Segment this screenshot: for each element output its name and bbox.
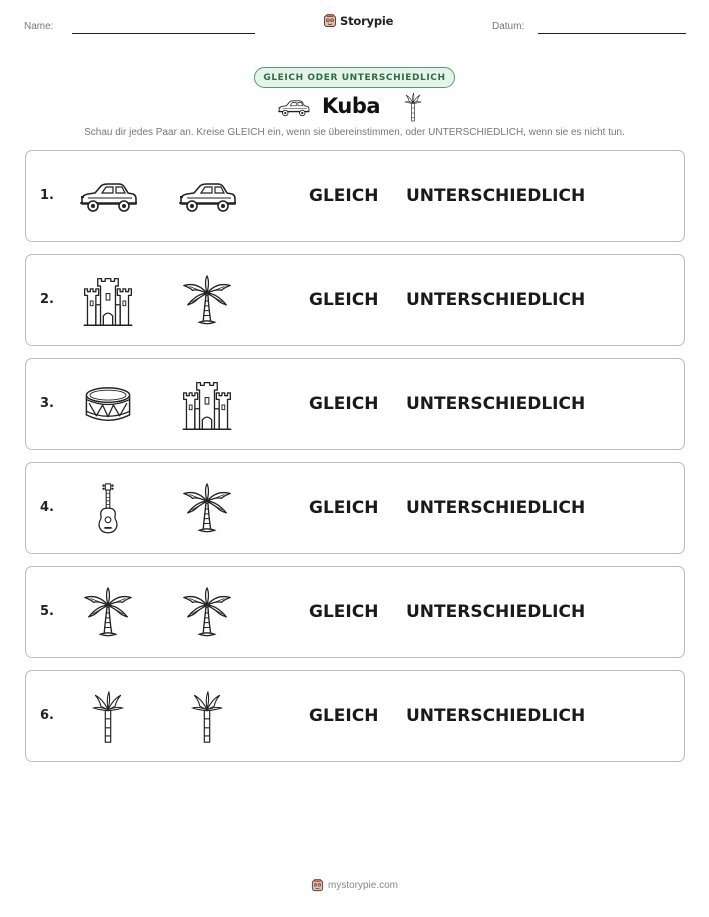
brand-name: Storypie <box>340 14 394 28</box>
exercise-number: 5. <box>40 604 54 619</box>
sugarcane-icon <box>176 686 238 748</box>
drum-icon <box>77 374 139 436</box>
option-different[interactable]: UNTERSCHIEDLICH <box>406 498 586 518</box>
exercise-number: 1. <box>40 188 54 203</box>
option-same[interactable]: GLEICH <box>309 394 379 414</box>
castle-icon <box>176 374 238 436</box>
sugarcane-icon <box>77 686 139 748</box>
option-same[interactable]: GLEICH <box>309 706 379 726</box>
exercise-number: 2. <box>40 292 54 307</box>
exercise-row <box>25 462 685 554</box>
title-row <box>0 92 709 122</box>
name-label: Name: <box>24 21 54 32</box>
footer-url: mystorypie.com <box>327 880 398 891</box>
exercise-number: 4. <box>40 500 54 515</box>
brand-logo <box>323 14 393 28</box>
palm-tree-icon <box>176 478 238 540</box>
car-icon <box>277 98 310 118</box>
option-different[interactable]: UNTERSCHIEDLICH <box>406 394 586 414</box>
sugarcane-icon <box>403 92 423 122</box>
palm-tree-icon <box>176 270 238 332</box>
exercise-number: 3. <box>40 396 54 411</box>
name-line[interactable] <box>72 33 255 34</box>
car-icon <box>176 166 238 228</box>
worksheet-header <box>0 0 709 50</box>
exercise-row <box>25 150 685 242</box>
option-different[interactable]: UNTERSCHIEDLICH <box>406 186 586 206</box>
instructions: Schau dir jedes Paar an. Kreise GLEICH ein, wenn sie übereinstimmen, oder UNTERSCHIEDLICH, wenn sie es nicht tun. <box>84 127 625 138</box>
option-same[interactable]: GLEICH <box>309 498 379 518</box>
footer <box>0 879 709 892</box>
palm-tree-icon <box>176 582 238 644</box>
guitar-icon <box>77 478 139 540</box>
option-same[interactable]: GLEICH <box>309 186 379 206</box>
date-line[interactable] <box>538 33 686 34</box>
option-different[interactable]: UNTERSCHIEDLICH <box>406 602 586 622</box>
option-different[interactable]: UNTERSCHIEDLICH <box>406 290 586 310</box>
exercise-row <box>25 670 685 762</box>
castle-icon <box>77 270 139 332</box>
storypie-logo-icon <box>323 14 337 28</box>
option-same[interactable]: GLEICH <box>309 602 379 622</box>
car-icon <box>77 166 139 228</box>
option-different[interactable]: UNTERSCHIEDLICH <box>406 706 586 726</box>
storypie-logo-icon <box>311 879 324 892</box>
exercise-number: 6. <box>40 708 54 723</box>
worksheet-type-badge: GLEICH ODER UNTERSCHIEDLICH <box>254 67 455 88</box>
exercise-row <box>25 358 685 450</box>
palm-tree-icon <box>77 582 139 644</box>
exercise-row <box>25 254 685 346</box>
exercise-row <box>25 566 685 658</box>
page-title: Kuba <box>322 94 381 118</box>
date-label: Datum: <box>492 21 525 32</box>
option-same[interactable]: GLEICH <box>309 290 379 310</box>
